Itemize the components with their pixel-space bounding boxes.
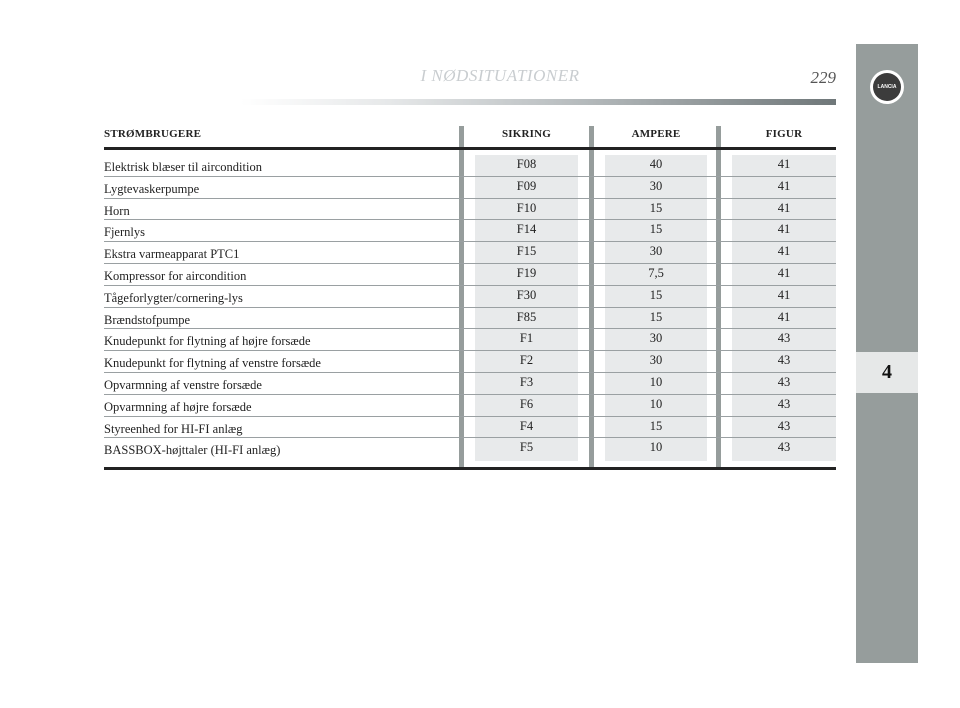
- table-row: [104, 155, 836, 177]
- fuse-cell: F09: [516, 178, 537, 193]
- table-row: [104, 199, 836, 221]
- ampere-cell: 10: [649, 375, 663, 389]
- ampere-cell: 15: [649, 418, 663, 433]
- figure-cell: 41: [777, 309, 791, 324]
- consumer-cell: Opvarmning af højre forsæde: [104, 399, 252, 414]
- figure-cell: 41: [777, 178, 791, 193]
- brand-logo-text: LANCIA: [877, 84, 897, 90]
- chapter-tab[interactable]: 4: [856, 352, 918, 393]
- fuse-cell: F6: [519, 396, 534, 411]
- table-row: [104, 220, 836, 242]
- table-row: [104, 308, 836, 330]
- table-row: [104, 177, 836, 199]
- table-row: [104, 438, 836, 460]
- table-row: [104, 351, 836, 373]
- figure-cell: 43: [777, 418, 791, 433]
- figure-cell: 41: [777, 244, 791, 259]
- fuse-cell: F5: [519, 440, 534, 455]
- table-row: [104, 395, 836, 417]
- ampere-cell: 10: [649, 440, 663, 455]
- ampere-cell: 15: [649, 222, 663, 237]
- fuse-cell: F85: [516, 309, 537, 324]
- ampere-cell: 30: [649, 244, 663, 259]
- consumer-cell: Lygtevaskerpumpe: [104, 181, 200, 196]
- table-row: [104, 242, 836, 264]
- figure-cell: 41: [777, 266, 791, 280]
- fuse-cell: F19: [516, 266, 537, 280]
- ampere-cell: 30: [649, 353, 663, 368]
- ampere-cell: 15: [649, 200, 663, 215]
- consumer-cell: Styreenhed for HI-FI anlæg: [104, 421, 243, 436]
- lancia-shield-icon: [873, 73, 901, 101]
- figure-cell: 43: [777, 375, 791, 389]
- consumer-cell: Tågeforlygter/cornering-lys: [104, 290, 243, 305]
- ampere-cell: 15: [649, 309, 663, 324]
- table-row: [104, 417, 836, 439]
- column-header-consumer: STRØMBRUGERE: [104, 128, 202, 140]
- table-top-rule: [104, 147, 836, 150]
- table-row: [104, 329, 836, 351]
- section-title: I NØDSITUATIONER: [420, 66, 580, 85]
- page-number: 229: [810, 68, 836, 87]
- fuse-cell: F4: [519, 418, 534, 433]
- fuse-cell: F1: [519, 331, 534, 346]
- figure-cell: 43: [777, 440, 791, 455]
- figure-cell: 43: [777, 396, 791, 411]
- figure-cell: 41: [777, 200, 791, 215]
- fuse-cell: F08: [516, 157, 537, 171]
- column-header-fuse: SIKRING: [501, 128, 552, 140]
- ampere-cell: 15: [649, 287, 663, 302]
- table-row: [104, 373, 836, 395]
- fuse-cell: F2: [519, 353, 534, 368]
- consumer-cell: Knudepunkt for flytning af højre forsæde: [104, 334, 311, 349]
- ampere-cell: 40: [649, 157, 663, 171]
- figure-cell: 41: [777, 157, 791, 171]
- column-header-ampere: AMPERE: [631, 128, 681, 140]
- table-row: [104, 286, 836, 308]
- consumer-cell: Knudepunkt for flytning af venstre forsæde: [104, 356, 321, 371]
- consumer-cell: Elektrisk blæser til aircondition: [104, 160, 262, 174]
- table-bottom-rule: [104, 467, 836, 470]
- figure-cell: 43: [777, 331, 791, 346]
- ampere-cell: 10: [649, 396, 663, 411]
- consumer-cell: Fjernlys: [104, 225, 145, 240]
- consumer-cell: Brændstofpumpe: [104, 312, 191, 327]
- consumer-cell: Opvarmning af venstre forsæde: [104, 378, 262, 392]
- consumer-cell: Horn: [104, 203, 130, 218]
- fuse-cell: F30: [516, 287, 537, 302]
- ampere-cell: 30: [649, 331, 663, 346]
- consumer-cell: BASSBOX-højttaler (HI-FI anlæg): [104, 443, 281, 458]
- brand-logo: [870, 70, 904, 104]
- fuse-cell: F3: [519, 375, 534, 389]
- consumer-cell: Kompressor for aircondition: [104, 269, 247, 283]
- ampere-cell: 7,5: [648, 266, 664, 280]
- column-header-figure: FIGUR: [765, 128, 803, 140]
- fuse-cell: F14: [516, 222, 537, 237]
- ampere-cell: 30: [649, 178, 663, 193]
- figure-cell: 43: [777, 353, 791, 368]
- figure-cell: 41: [777, 287, 791, 302]
- table-row: [104, 264, 836, 286]
- fuse-cell: F15: [516, 244, 537, 259]
- figure-cell: 41: [777, 222, 791, 237]
- header-rule: [240, 99, 836, 105]
- fuse-cell: F10: [516, 200, 537, 215]
- consumer-cell: Ekstra varmeapparat PTC1: [104, 247, 240, 262]
